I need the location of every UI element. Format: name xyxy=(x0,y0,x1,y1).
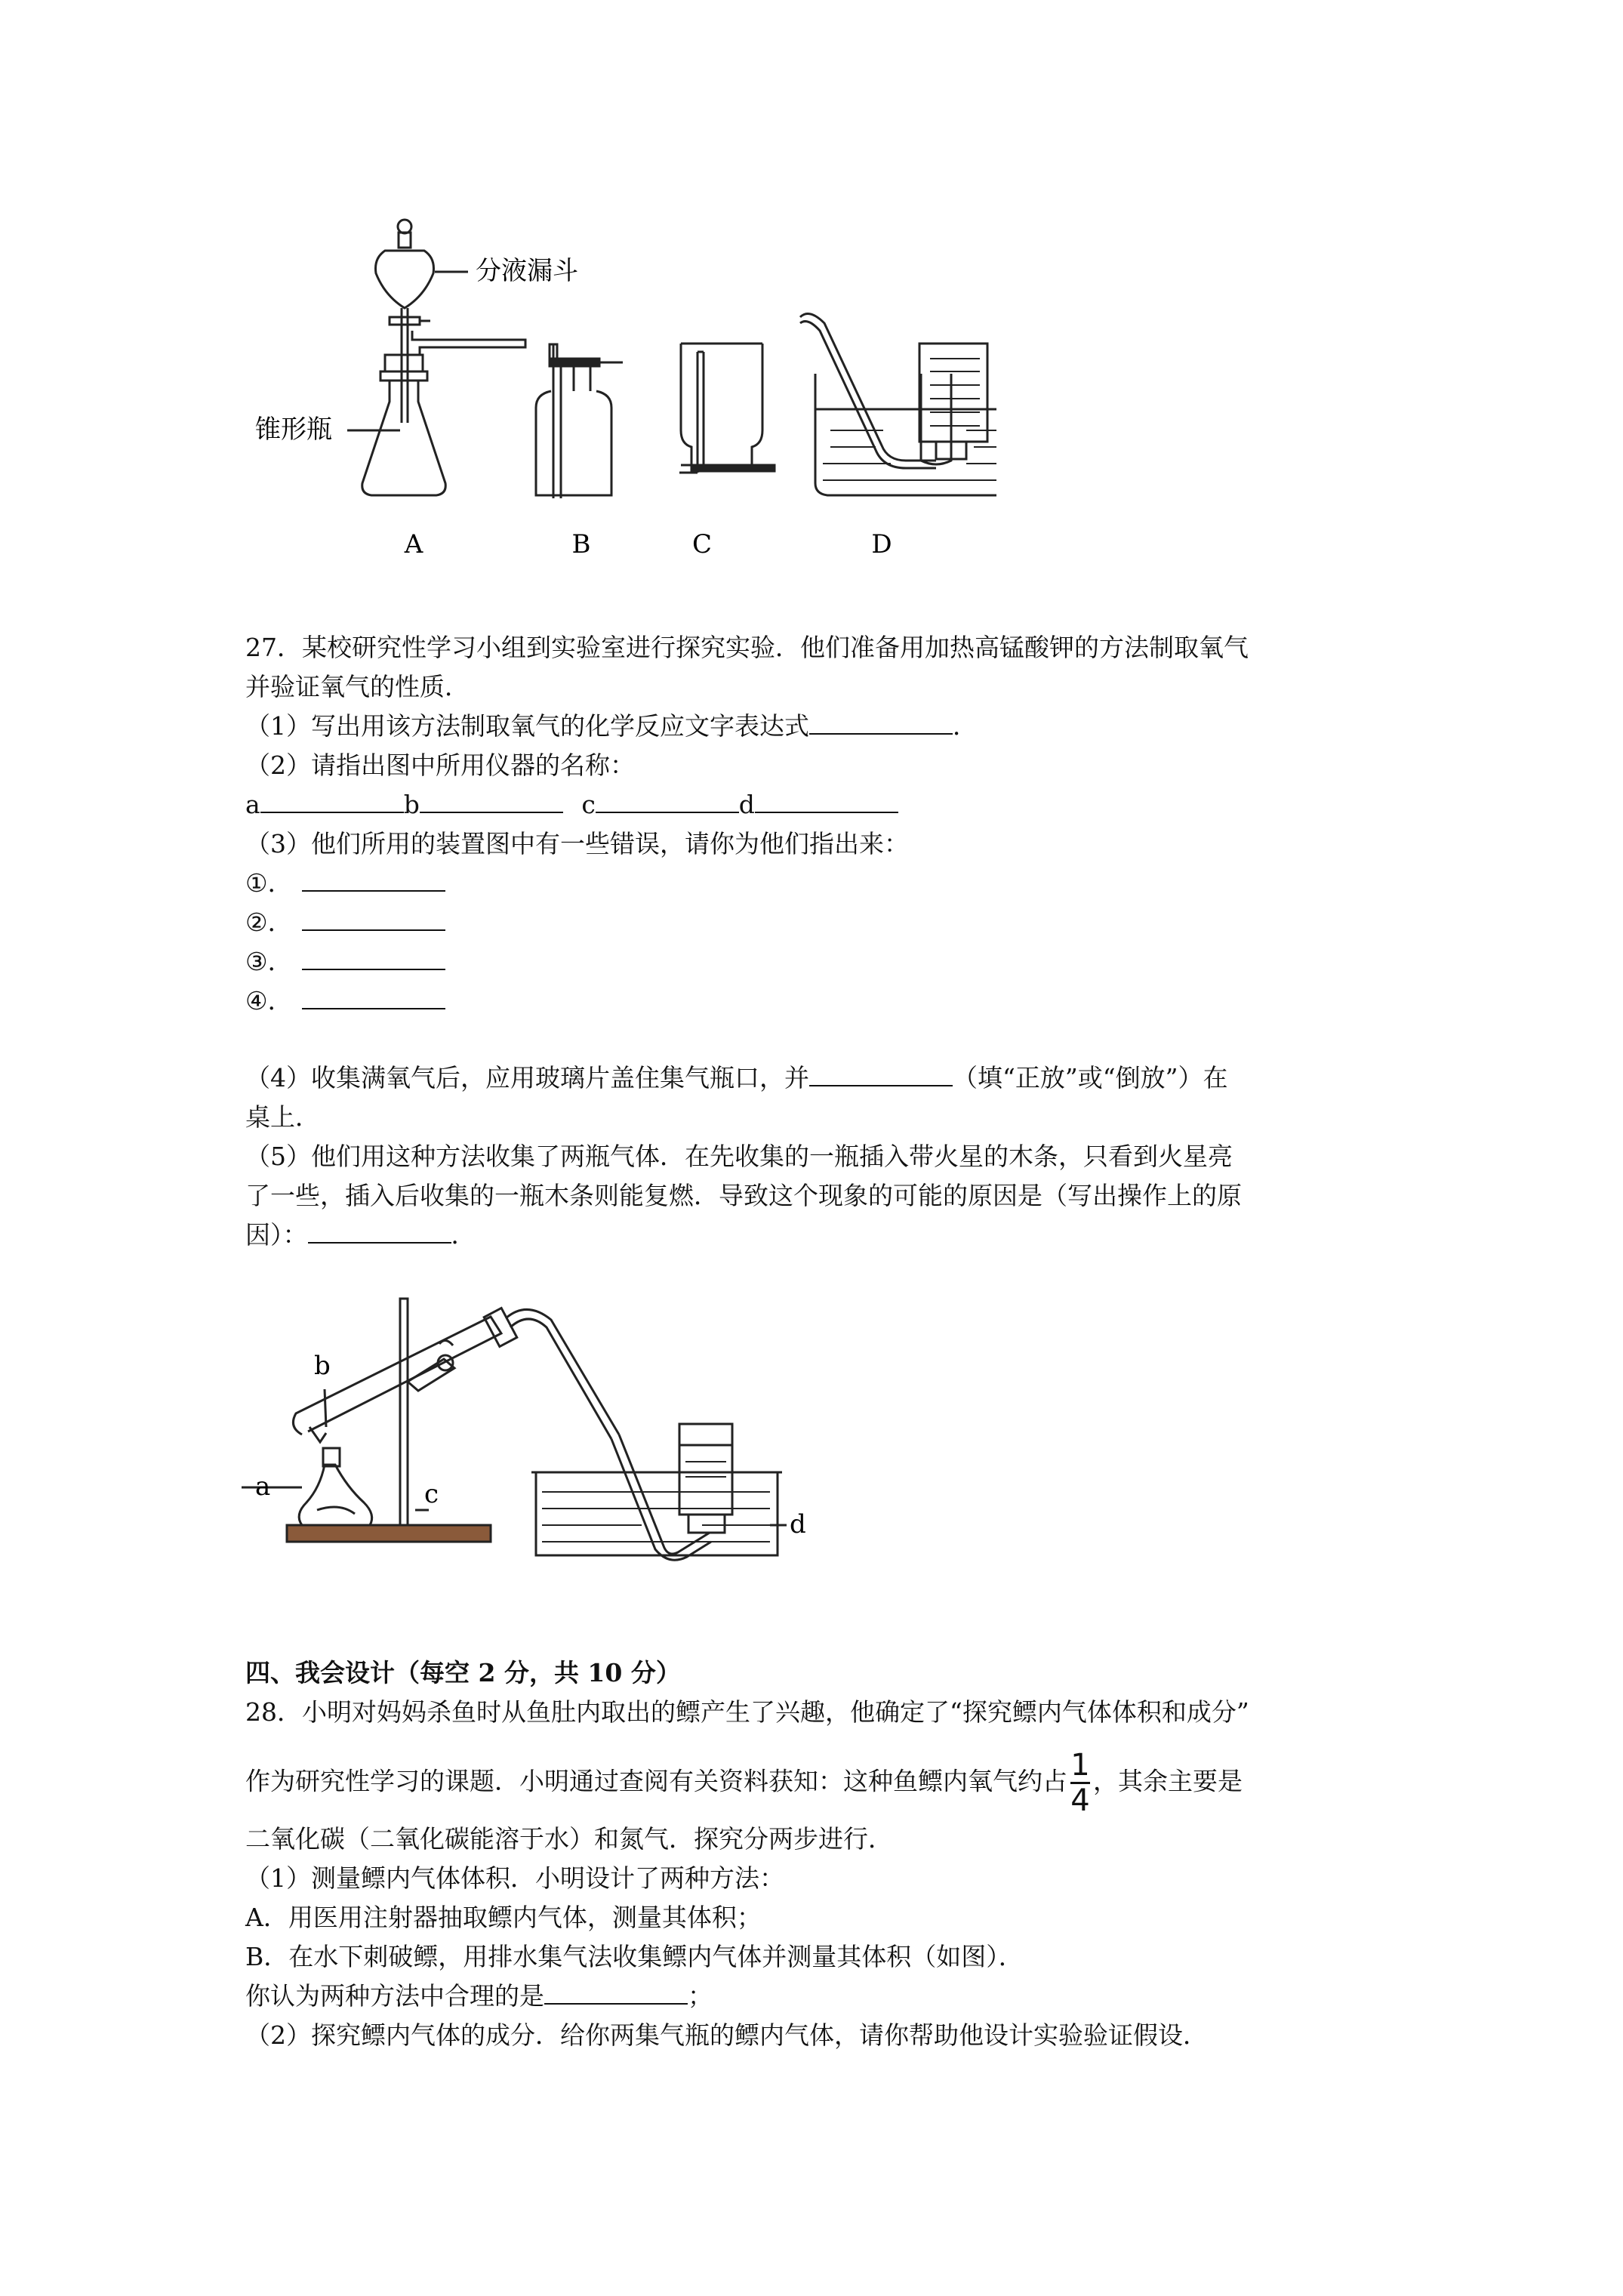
caption-d: D xyxy=(871,529,892,559)
q27-stem-line2: 并验证氧气的性质． xyxy=(245,672,470,701)
q27-answer-blank-5[interactable] xyxy=(308,1216,451,1244)
fraction-numerator: 1 xyxy=(1070,1748,1090,1783)
q27-part4-line2: 桌上． xyxy=(245,1102,320,1132)
fig2-label-c: c xyxy=(424,1479,439,1509)
q27-error-2 xyxy=(245,903,1393,942)
blank-b[interactable] xyxy=(420,786,563,813)
q28-ask-end: ； xyxy=(688,1981,713,2011)
caption-c: C xyxy=(691,529,713,559)
fig2-label-b: b xyxy=(314,1351,331,1381)
label-a: a xyxy=(245,790,260,819)
fig2-label-a: a xyxy=(255,1472,271,1502)
fig2-label-d: d xyxy=(790,1509,806,1539)
q27-part4 xyxy=(245,1059,1393,1098)
error-num-1: ①． xyxy=(245,868,293,898)
q27-part1-text: （1）写出用该方法制取氧气的化学反应文字表达式 xyxy=(245,711,809,741)
q28-line3: 二氧化碳（二氧化碳能溶于水）和氮气．探究分两步进行． xyxy=(245,1824,893,1854)
q28-part2: （2）探究鳔内气体的成分．给你两集气瓶的鳔内气体，请你帮助他设计实验验证假设． xyxy=(245,2020,1208,2050)
q28-line2-text-a: 作为研究性学习的课题．小明通过查阅有关资料获知：这种鱼鳔内氧气约占 xyxy=(245,1766,1067,1796)
blank-a[interactable] xyxy=(260,786,404,813)
q27-part2-blanks xyxy=(245,785,1393,824)
q28-ask xyxy=(245,1977,1393,2016)
error-blank-2[interactable] xyxy=(302,904,445,931)
error-num-2: ②． xyxy=(245,908,293,937)
fraction-one-quarter xyxy=(1070,1750,1090,1816)
fraction-denominator: 4 xyxy=(1070,1783,1090,1818)
label-funnel: 分液漏斗 xyxy=(476,256,578,286)
q27-stem-line1: 27．某校研究性学习小组到实验室进行探究实验．他们准备用加热高锰酸钾的方法制取氧气 xyxy=(245,633,1249,662)
caption-b: B xyxy=(571,529,591,559)
q27-error-4 xyxy=(245,982,1393,1021)
error-num-4: ④． xyxy=(245,986,293,1015)
q27-answer-blank-4[interactable] xyxy=(809,1059,953,1086)
q28-answer-blank-1[interactable] xyxy=(544,1977,688,2005)
q27-part5-line2: 了一些，插入后收集的一瓶木条则能复燃．导致这个现象的可能的原因是（写出操作上的原 xyxy=(245,1181,1242,1210)
q27-part5-line1: （5）他们用这种方法收集了两瓶气体．在先收集的一瓶插入带火星的木条，只看到火星亮 xyxy=(245,1142,1233,1171)
apparatus-c xyxy=(679,344,775,473)
apparatus-d xyxy=(800,314,996,496)
apparatus-b xyxy=(536,344,623,498)
error-blank-4[interactable] xyxy=(302,982,445,1009)
kmno4-apparatus-figure xyxy=(242,1284,815,1586)
q28-line1: 28．小明对妈妈杀鱼时从鱼肚内取出的鳔产生了兴趣，他确定了“探究鳔内气体体积和成分” xyxy=(245,1697,1249,1727)
q27-answer-blank-1[interactable] xyxy=(809,707,953,735)
label-flask: 锥形瓶 xyxy=(255,415,332,445)
error-num-3: ③． xyxy=(245,947,293,976)
q28-line2-text-b: ，其余主要是 xyxy=(1093,1766,1243,1796)
section-4-heading: 四、我会设计（每空 2 分，共 10 分） xyxy=(245,1658,681,1687)
q27-part5-line3 xyxy=(245,1216,1393,1255)
q27-part3: （3）他们所用的装置图中有一些错误，请你为他们指出来： xyxy=(245,829,909,858)
q27-error-1 xyxy=(245,864,1393,903)
caption-a: A xyxy=(404,529,423,559)
q27-part1 xyxy=(245,707,1393,746)
blank-d[interactable] xyxy=(755,786,898,813)
q27-part5-text: 因）： xyxy=(245,1220,308,1250)
label-b: b xyxy=(403,790,420,819)
q28-part1: （1）测量鳔内气体体积．小明设计了两种方法： xyxy=(245,1863,784,1893)
q27-part4-text-b: （填“正放”或“倒放”）在 xyxy=(953,1063,1228,1093)
q28-option-a: A．用医用注射器抽取鳔内气体，测量其体积； xyxy=(245,1903,762,1932)
blank-c[interactable] xyxy=(596,786,739,813)
q27-part2: （2）请指出图中所用仪器的名称： xyxy=(245,750,635,780)
q28-line2 xyxy=(245,1750,1393,1816)
q27-part1-end: ． xyxy=(953,711,978,741)
q27-error-3 xyxy=(245,942,1393,982)
q27-part5-end: ． xyxy=(451,1220,476,1250)
q27-part4-text-a: （4）收集满氧气后，应用玻璃片盖住集气瓶口，并 xyxy=(245,1063,809,1093)
error-blank-1[interactable] xyxy=(302,864,445,892)
q28-ask-text: 你认为两种方法中合理的是 xyxy=(245,1981,544,2011)
apparatus-figure-abcd xyxy=(242,204,996,574)
label-d: d xyxy=(738,790,755,819)
q28-option-b: B．在水下刺破鳔，用排水集气法收集鳔内气体并测量其体积（如图）． xyxy=(245,1942,1024,1971)
label-c: c xyxy=(581,790,596,819)
error-blank-3[interactable] xyxy=(302,943,445,970)
